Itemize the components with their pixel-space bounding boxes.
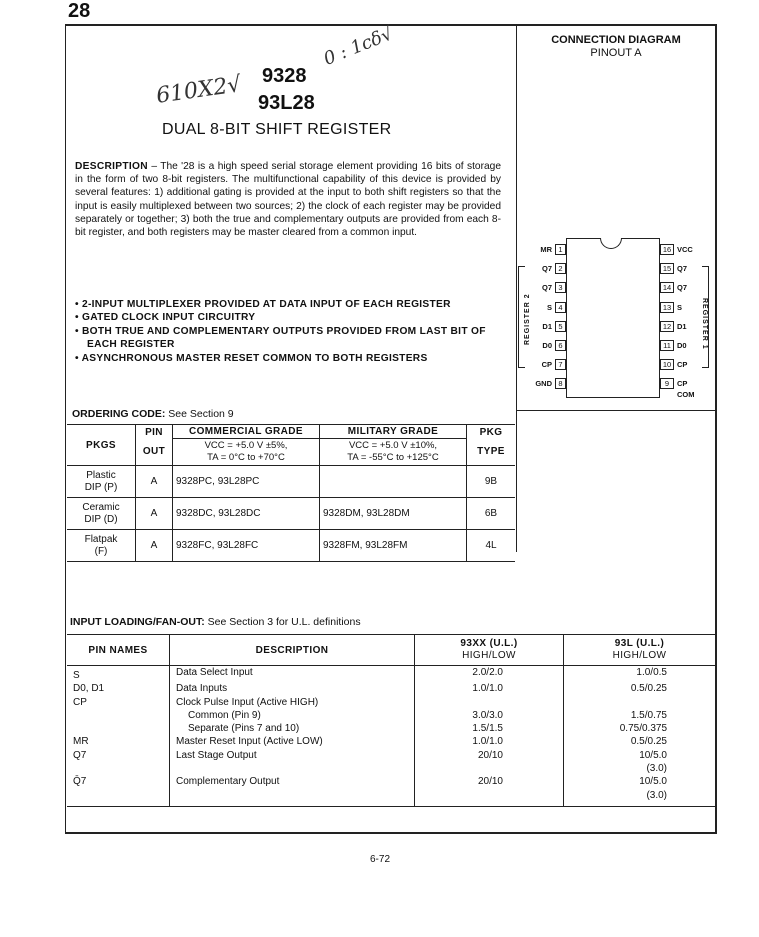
ul-93l-cell — [564, 696, 716, 709]
pin-label: Q7 — [677, 264, 688, 274]
ul-93l-cell: 1.0/0.5 — [564, 666, 716, 683]
ul-93l-cell: (3.0) — [564, 762, 716, 775]
pkg-type-cell: 9B — [467, 466, 516, 498]
frame-left-rule — [65, 24, 66, 834]
col-93l — [564, 635, 716, 666]
col-pin-names: PIN NAMES — [67, 635, 170, 666]
feature-item: • GATED CLOCK INPUT CIRCUITRY — [75, 312, 256, 324]
pin-name-cell: Q7 — [67, 749, 170, 762]
description-cell: Last Stage Output — [170, 749, 415, 762]
ul-93xx-cell: 20/10 — [415, 749, 564, 762]
pin-name-cell — [67, 709, 170, 722]
pkg-cell — [67, 498, 136, 530]
commercial-cond-2: TA = 0°C to +70°C — [207, 452, 285, 463]
military-cond-1: VCC = +5.0 V ±10%, — [348, 440, 438, 451]
military-conditions — [320, 439, 467, 466]
pin-number-box: 13 — [660, 302, 674, 313]
col-93xx — [415, 635, 564, 666]
pin-number-box: 11 — [660, 340, 674, 351]
military-cell: 9328DM, 93L28DM — [320, 498, 467, 530]
ordering-code-note: See Section 9 — [165, 408, 234, 420]
input-loading-table — [67, 634, 715, 807]
military-cell — [320, 466, 467, 498]
pin-label: D1 — [542, 321, 552, 331]
ul-93xx-cell: 2.0/2.0 — [415, 666, 564, 683]
table-row — [67, 722, 715, 735]
pkg-name: Plastic — [86, 469, 116, 481]
military-cell: 9328FM, 93L28FM — [320, 530, 467, 562]
ul-93xx-cell — [415, 762, 564, 775]
pin-number-box: 1 — [555, 244, 566, 255]
connection-diagram-title: CONNECTION DIAGRAM — [551, 34, 681, 46]
loading-heading — [70, 616, 361, 628]
table-row — [67, 466, 515, 498]
ic-package-outline — [566, 238, 660, 398]
col-93xx-title: 93XX (U.L.) — [460, 638, 518, 649]
description-cell: Separate (Pins 7 and 10) — [170, 722, 415, 735]
pin-number-box: 2 — [555, 263, 566, 274]
sidebar-bottom-rule — [516, 410, 716, 411]
col-93xx-sub: HIGH/LOW — [462, 650, 516, 661]
description-cell: Data Select Input — [170, 666, 415, 683]
description-label: DESCRIPTION — [75, 161, 148, 172]
description-cell: Data Inputs — [170, 682, 415, 695]
pin-name-cell: CP — [67, 696, 170, 709]
ul-93xx-cell — [415, 696, 564, 709]
pin-name-cell: MR — [67, 735, 170, 748]
col-out: OUT — [136, 439, 173, 466]
commercial-cond-1: VCC = +5.0 V ±5%, — [204, 440, 288, 451]
ul-93xx-cell: 1.5/1.5 — [415, 722, 564, 735]
description-cell — [170, 789, 415, 807]
pin-label: D1 — [677, 321, 687, 331]
col-type: TYPE — [467, 439, 516, 466]
register-2-label: REGISTER 2 — [524, 293, 531, 345]
military-cond-2: TA = -55°C to +125°C — [347, 452, 439, 463]
pin-name-cell: Q̄7 — [67, 775, 170, 788]
description-cell: Clock Pulse Input (Active HIGH) — [170, 696, 415, 709]
ordering-code-heading — [72, 408, 234, 420]
ul-93l-cell: 1.5/0.75 — [564, 709, 716, 722]
commercial-conditions — [173, 439, 320, 466]
pkg-cell — [67, 530, 136, 562]
pkg-type-cell: 6B — [467, 498, 516, 530]
table-row — [67, 498, 515, 530]
pin-name-cell — [67, 722, 170, 735]
ordering-code-label: ORDERING CODE: — [72, 408, 166, 420]
ul-93xx-cell: 1.0/1.0 — [415, 682, 564, 695]
part-number-93l28: 93L28 — [258, 92, 315, 114]
pin-number-box: 4 — [555, 302, 566, 313]
description-cell: Common (Pin 9) — [170, 709, 415, 722]
ordering-code-table — [67, 424, 515, 562]
table-row — [67, 666, 715, 683]
feature-item: • ASYNCHRONOUS MASTER RESET COMMON TO BOTH REGISTERS — [75, 352, 428, 364]
pin-label: S — [546, 302, 552, 312]
feature-item: • BOTH TRUE AND COMPLEMENTARY OUTPUTS PROVIDED FROM LAST BIT OF EACH REGISTER — [75, 325, 486, 351]
pin-name-cell — [67, 762, 170, 775]
pin-name-cell: S — [67, 666, 170, 683]
loading-note: See Section 3 for U.L. definitions — [204, 616, 361, 628]
ul-93xx-cell — [415, 789, 564, 807]
table-row — [67, 775, 715, 788]
table-row — [67, 749, 715, 762]
page-title: DUAL 8-BIT SHIFT REGISTER — [162, 121, 392, 138]
description-cell: Master Reset Input (Active LOW) — [170, 735, 415, 748]
register-1-label: REGISTER 1 — [701, 298, 708, 350]
description-cell: Complementary Output — [170, 775, 415, 788]
pin-label: Q7 — [677, 283, 688, 293]
pin-label: Q7 — [541, 264, 552, 274]
handwritten-note-right: 0 : 1cδ√ — [320, 23, 397, 70]
pin-number-box: 15 — [660, 263, 674, 274]
ul-93xx-cell: 1.0/1.0 — [415, 735, 564, 748]
pin-label: Q7 — [541, 283, 552, 293]
loading-label: INPUT LOADING/FAN-OUT: — [70, 616, 205, 628]
pkg-cell — [67, 466, 136, 498]
pin-number-box: 7 — [555, 359, 566, 370]
feature-item: • 2-INPUT MULTIPLEXER PROVIDED AT DATA INPUT OF EACH REGISTER — [75, 299, 451, 310]
pin-out-cell: A — [136, 530, 173, 562]
commercial-cell: 9328FC, 93L28FC — [173, 530, 320, 562]
pin-label: D0 — [542, 341, 552, 350]
pkg-name: Flatpak — [84, 533, 118, 545]
page-footer: 6-72 — [370, 854, 391, 865]
pin-number-box: 14 — [660, 282, 674, 293]
col-description: DESCRIPTION — [170, 635, 415, 666]
pkg-name: Ceramic — [82, 501, 120, 513]
col-pin: PIN — [136, 425, 173, 439]
feature-list — [75, 298, 501, 365]
pin-label: MR — [540, 245, 552, 254]
pin-number-box: 5 — [555, 321, 566, 332]
commercial-cell: 9328PC, 93L28PC — [173, 466, 320, 498]
pin-label: CP COM — [677, 379, 695, 400]
pin-label: S — [677, 302, 683, 312]
table-row — [67, 696, 715, 709]
pkg-code: DIP (P) — [84, 481, 118, 493]
ul-93xx-cell: 3.0/3.0 — [415, 709, 564, 722]
description-cell — [170, 762, 415, 775]
col-military: MILITARY GRADE — [320, 425, 467, 439]
pin-number-box: 10 — [660, 359, 674, 370]
col-93l-sub: HIGH/LOW — [612, 650, 667, 661]
table-row — [67, 735, 715, 748]
pin-number-box: 8 — [555, 378, 566, 389]
table-row — [67, 789, 715, 807]
pin-number-box: 16 — [660, 244, 674, 255]
commercial-cell: 9328DC, 93L28DC — [173, 498, 320, 530]
page-number: 28 — [68, 0, 91, 22]
pin-number-box: 12 — [660, 321, 674, 332]
connection-diagram-subtitle: PINOUT A — [590, 47, 642, 59]
ul-93l-cell: (3.0) — [564, 789, 716, 807]
ul-93l-cell: 0.5/0.25 — [564, 682, 716, 695]
frame-bottom-rule — [65, 832, 717, 834]
pin-number-box: 6 — [555, 340, 566, 351]
ul-93l-cell: 0.75/0.375 — [564, 722, 716, 735]
pin-name-cell: D0, D1 — [67, 682, 170, 695]
pkg-code: (F) — [94, 545, 108, 557]
ul-93l-cell: 10/5.0 — [564, 775, 716, 788]
ul-93xx-cell: 20/10 — [415, 775, 564, 788]
pin-label: VCC — [677, 245, 693, 254]
pin-number-box: 3 — [555, 282, 566, 293]
part-number-9328: 9328 — [262, 65, 307, 87]
table-row — [67, 709, 715, 722]
pin-number-box: 9 — [660, 378, 674, 389]
loading-rows — [67, 666, 715, 807]
col-pkgs: PKGS — [67, 425, 136, 466]
ul-93l-cell: 0.5/0.25 — [564, 735, 716, 748]
col-93l-title: 93L (U.L.) — [614, 638, 665, 649]
pkg-type-cell: 4L — [467, 530, 516, 562]
pin-name-cell — [67, 789, 170, 807]
pin-label: CP — [677, 360, 688, 370]
handwritten-note-left: 610X2√ — [154, 72, 243, 109]
pin-label: D0 — [677, 341, 687, 350]
pin-out-cell: A — [136, 498, 173, 530]
pin-label: CP — [541, 360, 552, 370]
ul-93l-cell: 10/5.0 — [564, 749, 716, 762]
description-paragraph — [75, 160, 501, 239]
table-row — [67, 762, 715, 775]
pkg-code: DIP (D) — [84, 513, 118, 525]
table-row — [67, 530, 515, 562]
sidebar-divider — [516, 26, 517, 552]
col-commercial: COMMERCIAL GRADE — [173, 425, 320, 439]
col-pkg: PKG — [467, 425, 516, 439]
table-row — [67, 682, 715, 695]
description-text: – The '28 is a high speed serial storage element providing 16 bits of storage in the form of two 8-bit registers. The multifunctional capability of this device is provided by several features: 1) additional gating is provided at the input to both shift registers so that the input is easily multiplexed between two sources; 2) the clock of each register may be provided separately or together; 3) both the true and complementary outputs are provided from each 8-bit register, and both registers may be master cleared from a common input. — [75, 161, 501, 239]
pin-out-cell: A — [136, 466, 173, 498]
pin-label: GND — [535, 379, 552, 389]
